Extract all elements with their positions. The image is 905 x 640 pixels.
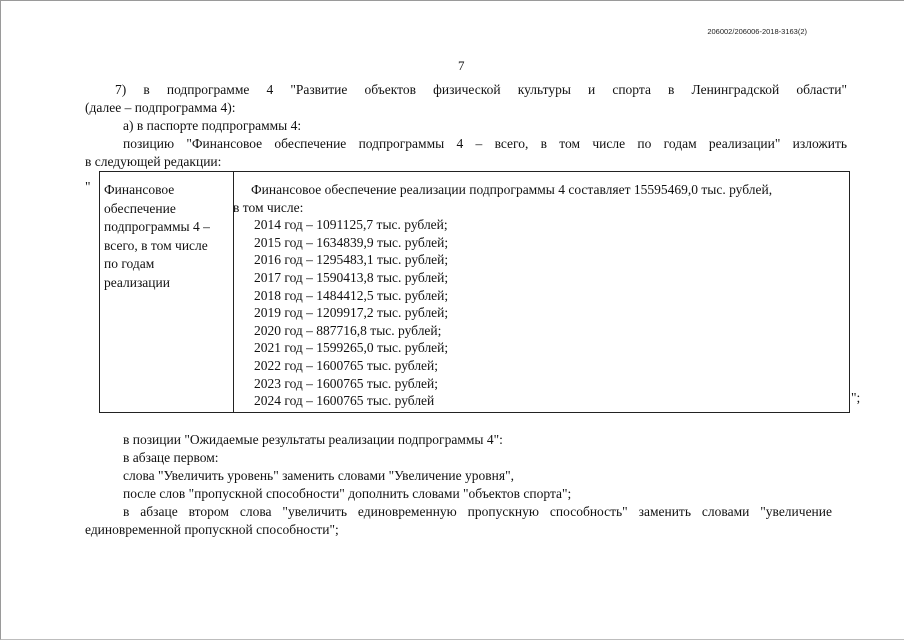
- left-cell-line: Финансовое: [104, 182, 175, 197]
- paragraph-intro-line-1: 7) в подпрограмме 4 "Развитие объектов физической культуры и спорта в Ленинградской области": [115, 82, 847, 97]
- year-row: 2019 год – 1209917,2 тыс. рублей;: [254, 305, 449, 321]
- left-cell-line: реализации: [104, 274, 170, 290]
- paragraph-second-abzac-line-2: единовременной пропускной способности";: [85, 522, 339, 537]
- paragraph-second-abzac-line-1: в абзаце втором слова "увеличить единовременную пропускную способность" заменить словами "увеличение: [123, 504, 832, 519]
- page-number: 7: [458, 58, 465, 73]
- total-financing-text: Финансовое обеспечение реализации подпрограммы 4 составляет 15595469,0 тыс. рублей,: [251, 182, 773, 197]
- table-left-cell: [104, 181, 230, 292]
- year-row: 2016 год – 1295483,1 тыс. рублей;: [254, 252, 449, 268]
- paragraph-position-line-1: позицию "Финансовое обеспечение подпрограммы 4 – всего, в том числе по годам реализации" изложить: [123, 136, 847, 151]
- closing-quote: ";: [851, 390, 861, 405]
- left-cell-line: всего, в том числе: [104, 237, 208, 253]
- left-cell-line: по годам: [104, 256, 155, 271]
- document-id: 206002/206006-2018-3163(2): [707, 27, 807, 36]
- paragraph-expected-results: в позиции "Ожидаемые результаты реализации подпрограммы 4":: [123, 432, 503, 447]
- table-right-cell: [233, 181, 845, 410]
- paragraph-add-words: после слов "пропускной способности" дополнить словами "объектов спорта";: [123, 486, 572, 501]
- paragraph-position-line-2: в следующей редакции:: [85, 154, 222, 169]
- paragraph-replace-words: слова "Увеличить уровень" заменить словами "Увеличение уровня",: [123, 468, 514, 483]
- paragraph-first-abzac: в абзаце первом:: [123, 450, 219, 465]
- year-row: 2022 год – 1600765 тыс. рублей;: [254, 357, 439, 373]
- opening-quote: ": [85, 179, 91, 194]
- year-row: 2021 год – 1599265,0 тыс. рублей;: [254, 340, 449, 356]
- total-financing-continuation: в том числе:: [233, 199, 304, 215]
- year-row: 2024 год – 1600765 тыс. рублей: [254, 393, 435, 409]
- year-row: 2020 год – 887716,8 тыс. рублей;: [254, 322, 442, 338]
- year-row: 2023 год – 1600765 тыс. рублей;: [254, 375, 439, 391]
- paragraph-intro-line-2: (далее – подпрограмма 4):: [85, 100, 236, 115]
- year-row: 2014 год – 1091125,7 тыс. рублей;: [254, 217, 448, 233]
- left-cell-line: обеспечение: [104, 200, 176, 216]
- year-row: 2017 год – 1590413,8 тыс. рублей;: [254, 269, 449, 285]
- paragraph-passport: а) в паспорте подпрограммы 4:: [123, 118, 302, 133]
- year-row: 2018 год – 1484412,5 тыс. рублей;: [254, 287, 449, 303]
- year-row: 2015 год – 1634839,9 тыс. рублей;: [254, 234, 449, 250]
- left-cell-line: подпрограммы 4 –: [104, 219, 210, 234]
